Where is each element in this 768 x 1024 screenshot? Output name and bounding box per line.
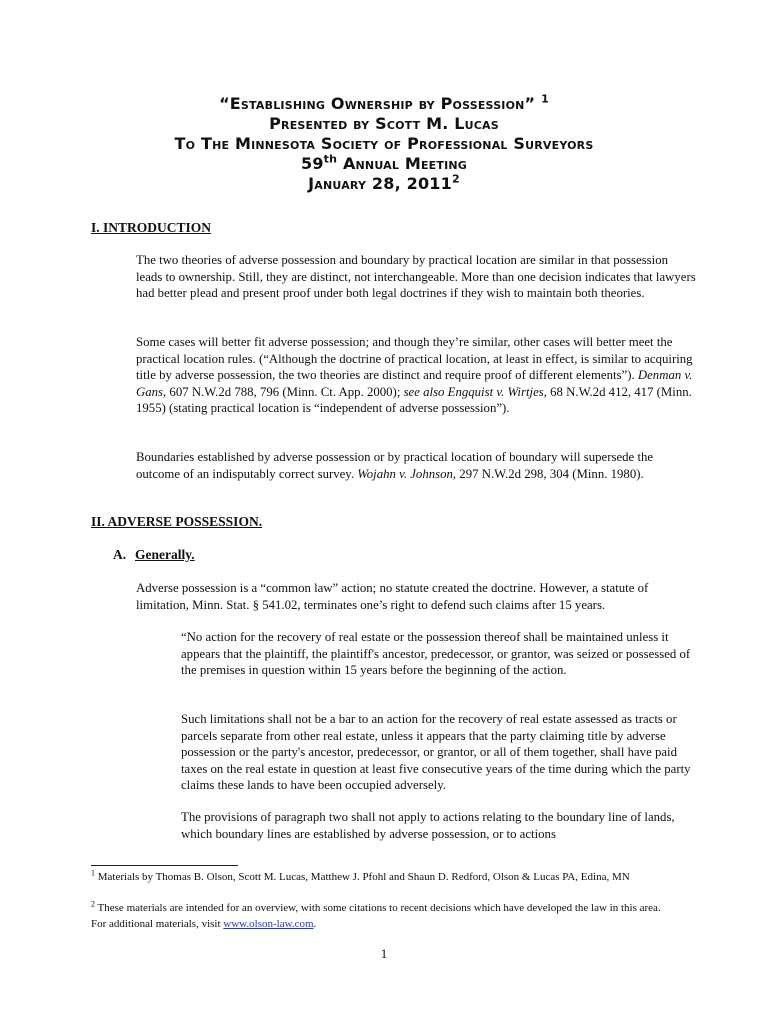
case-citation-engquist: see also Engquist v. Wirtjes [403,384,544,399]
intro-paragraph-3 [136,449,696,482]
footnote-2-text: These materials are intended for an overview, with some citations to recent decisions which have developed the law in this area. For additional materials, visit [91,902,661,930]
footnote-1-marker: 1 [91,868,95,878]
intro-paragraph-2 [136,334,696,417]
case-citation-wojahn: Wojahn v. Johnson [357,466,453,481]
footnote-1 [91,870,671,886]
footnote-separator [91,865,238,866]
intro-paragraph-1: The two theories of adverse possession and boundary by practical location are similar in that possession leads to ownership. Still, they are distinct, not interchangeable. More than one decision indicates that lawyers had better plead and present proof under both legal doctrines if they wish to maintain both theories. [136,253,696,300]
statute-quote-paragraph-3: The provisions of paragraph two shall not apply to actions relating to the boundary line of lands, which boundary lines are established by adverse possession, or to actions [181,810,675,841]
footnote-2-end: . [313,917,317,930]
subsection-heading-generally [113,547,195,563]
adverse-paragraph-1: Adverse possession is a “common law” action; no statute created the doctrine. However, a statute of limitation, Minn. Stat. § 541.02, terminates one’s right to defend such claims after 15 years. [136,581,649,612]
footnote-ref-2: 2 [451,172,460,186]
footnote-2-marker: 2 [91,899,95,909]
intro-p2-text-b: , 607 N.W.2d 788, 796 (Minn. Ct. App. 2000); [163,384,404,399]
subsection-title: Generally. [135,547,195,562]
title-text-1: “Establishing Ownership by Possession” [219,94,536,113]
intro-p3-text-b: , 297 N.W.2d 298, 304 (Minn. 1980). [452,466,644,481]
title-line-4 [0,154,768,174]
intro-p3-text-a: Boundaries established by adverse possession or by practical location of boundary will supersede the outcome of an indisputably correct survey. [136,450,654,481]
meeting-label: Annual Meeting [342,154,468,173]
intro-p2-text-c: , 68 N.W.2d 412, 417 (Minn. 1955) (stating practical location is “independent of adverse possession”). [136,384,692,415]
case-citation-denman: Denman v. Gans [136,368,693,399]
statute-quote-paragraph-2: Such limitations shall not be a bar to an action for the recovery of real estate assessed as tracts or parcels separate from other real estate, unless it appears that the party claiming title by adverse possession or the party's ancestor, predecessor, or grantor, or all of them together, shall have paid taxes on the real estate in question at least five consecutive years of the time during which the party claims these lands to have been occupied adversely. [181,712,691,792]
footnote-2 [91,901,671,932]
page-number: 1 [380,946,388,961]
meeting-date: January 28, 2011 [308,174,452,193]
ordinal-suffix: th [323,152,338,166]
website-link[interactable]: www.olson-law.com [223,917,314,930]
meeting-number: 59 [300,154,324,173]
document-title [0,94,768,194]
intro-p2-text-a: Some cases will better fit adverse possession; and though they’re similar, other cases will better meet the practical location rules. (“Although the doctrine of practical location, at least in effect, is similar to acquiring title by adverse possession, the two theories are distinct and require proof of different elements”). [136,335,693,382]
title-line-2: Presented by Scott M. Lucas [269,114,499,133]
section-heading-introduction: I. INTRODUCTION [91,220,212,235]
title-line-3: To The Minnesota Society of Professional Surveyors [174,134,594,153]
statute-quote-paragraph-1: “No action for the recovery of real estate or the possession thereof shall be maintained unless it appears that the plaintiff, the plaintiff's ancestor, predecessor, or grantor, was seized or possessed of the premises in question within 15 years before the beginning of the action. [181,630,691,677]
footnote-ref-1: 1 [541,92,549,106]
title-line-5 [0,174,768,194]
section-heading-adverse-possession: II. ADVERSE POSSESSION. [91,514,263,529]
subsection-label: A. [113,547,127,562]
footnote-1-text: Materials by Thomas B. Olson, Scott M. Lucas, Matthew J. Pfohl and Shaun D. Redford, Olson & Lucas PA, Edina, MN [95,871,630,883]
title-line-1 [0,94,768,114]
